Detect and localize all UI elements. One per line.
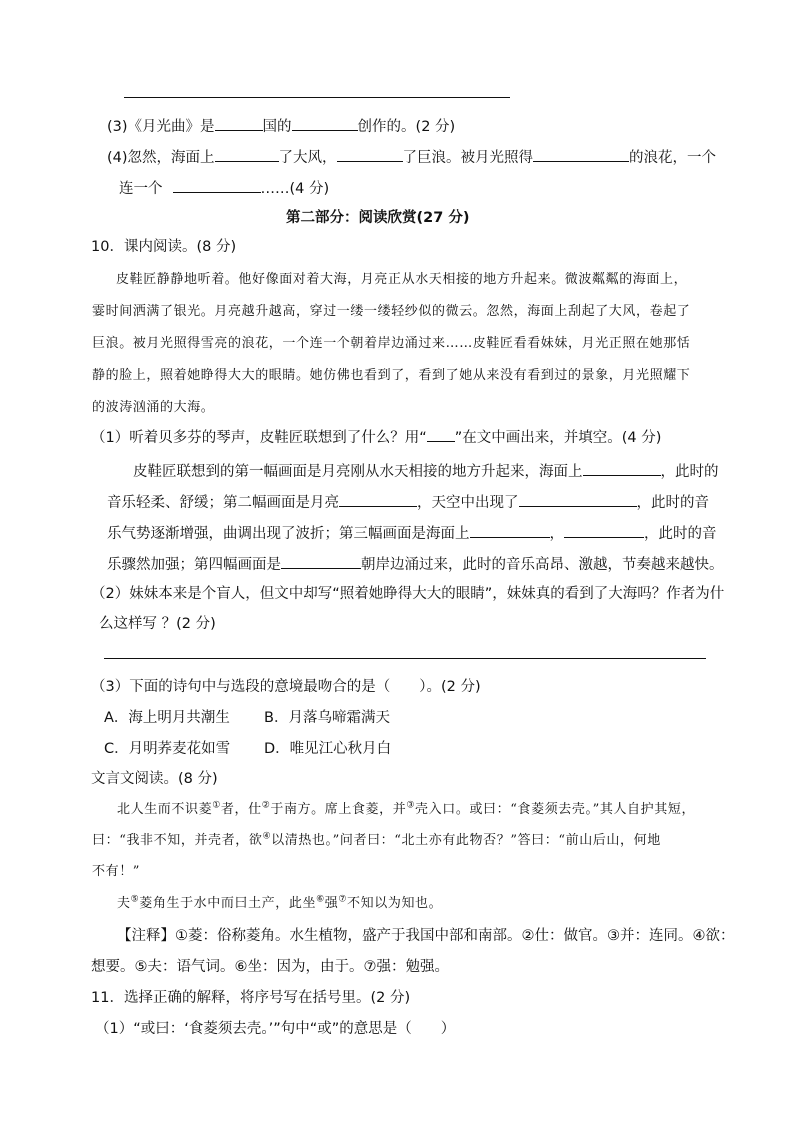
answer-blank[interactable] <box>339 491 417 507</box>
notes-line-2: 想要。⑤夫：语气词。⑥坐：因为，由于。⑦强：勉强。 <box>91 959 449 975</box>
fill-line-4: 乐骤然加强；第四幅画面是 朝岸边涌过来，此时的音乐高昂、激越，节奏越来越快。 <box>107 553 724 575</box>
fill-line-3: 乐气势逐渐增强，曲调出现了波折；第三幅画面是海面上 ， ，此时的音 <box>107 522 717 544</box>
answer-blank[interactable] <box>337 146 403 162</box>
passage-line: 的波涛汹涌的大海。 <box>92 400 215 415</box>
answer-blank[interactable] <box>292 115 358 131</box>
passage-line: 皮鞋匠静静地听着。他好像面对着大海，月亮正从水天相接的地方升起来。微波粼粼的海面上， <box>116 272 688 287</box>
question-10-2-cont: 么这样写 ？(2 分) <box>99 616 216 632</box>
answer-blank[interactable] <box>583 460 661 476</box>
answer-blank[interactable] <box>564 522 644 538</box>
notes-line-1: 【注释】①菱：俗称菱角。水生植物，盛产于我国中部和南部。②仕：做官。③并：连同。④欲： <box>117 928 735 944</box>
answer-blank[interactable] <box>215 146 279 162</box>
classical-line-4: 夫⑤菱角生于水中而曰土产，此坐⑥强⑦不知以为知也。 <box>117 894 443 911</box>
passage-line: 霎时间洒满了银光。月亮越升越高，穿过一缕一缕轻纱似的微云。忽然，海面上刮起了大风，卷起了 <box>92 304 691 319</box>
question-10-3: （3）下面的诗句中与选段的意境最吻合的是（ ）。(2 分) <box>91 679 481 695</box>
passage-line: 巨浪。被月光照得雪亮的浪花，一个连一个朝着岸边涌过来……皮鞋匠看看妹妹，月光正照在她那恬 <box>92 336 691 351</box>
answer-blank[interactable] <box>215 115 263 131</box>
answer-line-top <box>124 97 510 98</box>
question-10-title: 10．课内阅读。(8 分) <box>91 239 237 255</box>
classical-title: 文言文阅读。(8 分) <box>91 771 218 787</box>
classical-line-1: 北人生而不识菱①者，仕②于南方。席上食菱，并③壳入口。或曰：“食菱须去壳。”其人自护其短， <box>117 800 696 817</box>
fill-line-2: 音乐轻柔、舒缓；第二幅画面是月亮 ，天空中出现了 ，此时的音 <box>107 491 709 513</box>
option-a[interactable]: A．海上明月共潮生 <box>104 710 230 726</box>
part2-title: 第二部分：阅读欣赏(27 分) <box>286 210 470 226</box>
fill-line-1: 皮鞋匠联想到的第一幅画面是月亮刚从水天相接的地方升起来，海面上 ，此时的 <box>133 460 719 482</box>
option-b[interactable]: B．月落乌啼霜满天 <box>264 710 390 726</box>
question-11-1: （1）“或曰：‘食菱须去壳。’”句中“或”的意思是（ ） <box>95 1021 456 1037</box>
question-9-4-cont: 连一个 ……(4 分) <box>119 177 329 199</box>
option-d[interactable]: D．唯见江心秋月白 <box>264 741 392 757</box>
classical-line-3: 不有！” <box>92 864 141 879</box>
answer-blank[interactable] <box>533 146 629 162</box>
answer-blank[interactable] <box>470 522 550 538</box>
classical-line-2: 曰：“我非不知，并壳者，欲④以清热也。”问者曰：“北土亦有此物否？”答曰：“前山后山，何地 <box>92 831 661 848</box>
option-c[interactable]: C．月明荞麦花如雪 <box>104 741 231 757</box>
question-10-1: （1）听着贝多芬的琴声，皮鞋匠联想到了什么？用“ ”在文中画出来，并填空。(4 分) <box>91 430 662 446</box>
question-11-title: 11．选择正确的解释，将序号写在括号里。(2 分) <box>91 990 411 1006</box>
answer-line[interactable] <box>104 658 706 659</box>
answer-blank[interactable] <box>281 553 361 569</box>
passage-line: 静的脸上，照着她睁得大大的眼睛。她仿佛也看到了，看到了她从来没有看到过的景象，月光照耀下 <box>92 368 691 383</box>
question-9-4: (4)忽然，海面上 了大风， 了巨浪。被月光照得 的浪花，一个 <box>107 146 716 168</box>
question-9-3: (3)《月光曲》是 国的 创作的。(2 分) <box>107 115 455 137</box>
question-10-2: （2）妹妹本来是个盲人，但文中却写“照着她睁得大大的眼睛”，妹妹真的看到了大海吗？作者为什 <box>91 586 725 602</box>
answer-blank[interactable] <box>519 491 637 507</box>
answer-blank[interactable] <box>173 177 261 193</box>
